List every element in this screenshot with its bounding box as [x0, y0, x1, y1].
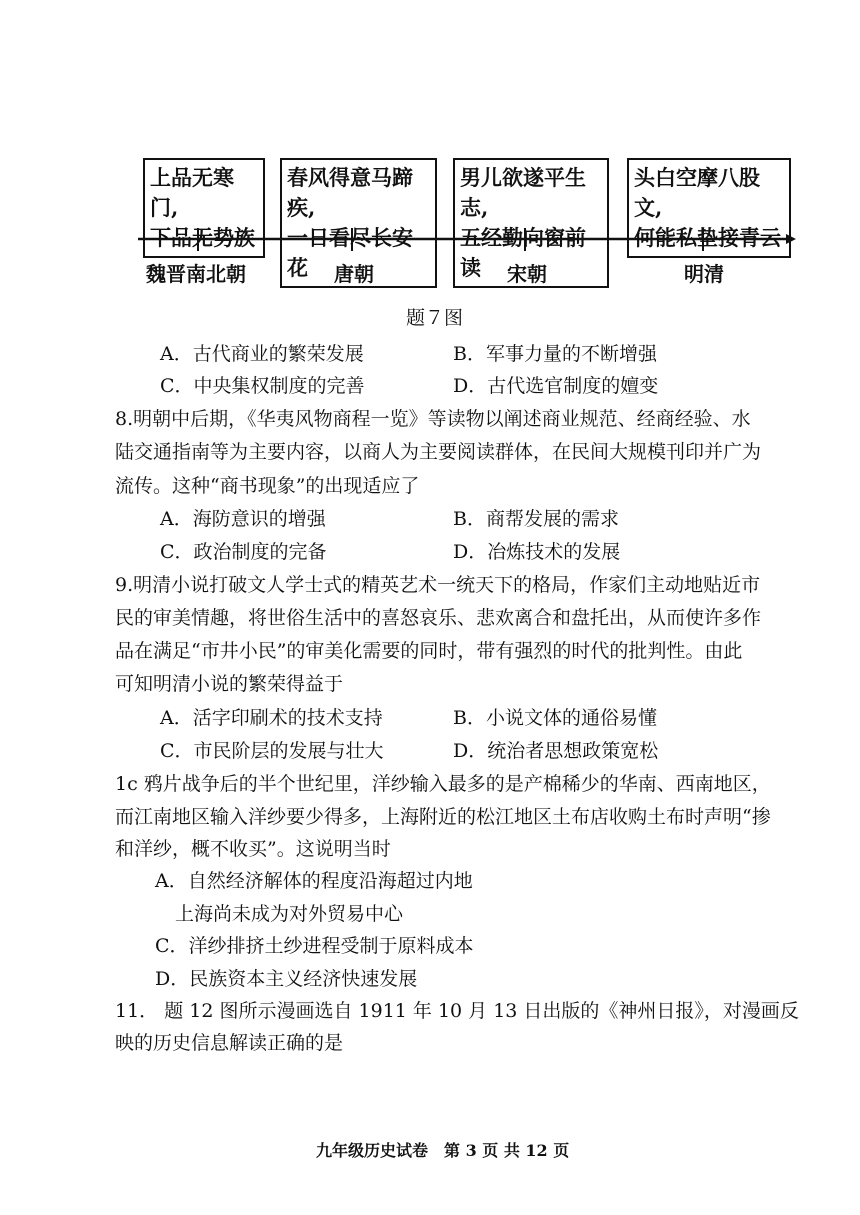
q8-line: 8.明朝中后期，《华夷风物商程一览》等读物以阐述商业规范、经商经验、水: [115, 408, 751, 430]
poem-line: 头白空摩八股文,: [634, 165, 760, 220]
q9-line: 品在满足“市井小民”的审美化需要的同时，带有强烈的时代的批判性。由此: [115, 640, 743, 662]
era-label: 魏晋南北朝: [146, 262, 246, 286]
q10-option-a: A．自然经济解体的程度沿海超过内地: [155, 870, 473, 892]
q10-option-c: C．洋纱排挤土纱进程受制于原料成本: [155, 935, 474, 957]
q9-line: 9.明清小说打破文人学士式的精英艺术一统天下的格局，作家们主动地贴近市: [115, 574, 761, 596]
q7-option-b: B．军事力量的不断增强: [453, 343, 657, 365]
q11-line: 11． 题 12 图所示漫画选自 1911 年 10 月 13 日出版的《神州日报》，对漫画反: [115, 1000, 799, 1022]
axis-arrow-icon: [786, 234, 796, 244]
era-label: 明清: [684, 262, 724, 286]
q9-option-c: C．市民阶层的发展与壮大: [160, 740, 384, 762]
q8-option-b: B．商帮发展的需求: [453, 508, 619, 530]
q8-option-d: D．冶炼技术的发展: [453, 541, 621, 563]
poem-line: 一日看尽长安花: [287, 225, 413, 280]
q9-line: 可知明清小说的繁荣得益于: [115, 673, 344, 695]
q8-line: 陆交通指南等为主要内容，以商人为主要阅读群体，在民间大规模刊印并广为: [115, 441, 762, 463]
q9-line: 民的审美情趣，将世俗生活中的喜怒哀乐、悲欢离合和盘托出，从而使许多作: [115, 607, 762, 629]
poem-line: 春风得意马蹄疾,: [287, 165, 413, 220]
timeline-axis: [0, 0, 860, 260]
q9-option-b: B．小说文体的通俗易懂: [453, 707, 657, 729]
q9-option-d: D．统治者思想政策宽松: [453, 740, 659, 762]
poem-line: 上品无寒门,: [150, 165, 234, 220]
q11-line: 映的历史信息解读正确的是: [115, 1032, 344, 1054]
q7-option-a: A．古代商业的繁荣发展: [160, 343, 364, 365]
era-label: 唐朝: [334, 262, 374, 286]
figure-caption: 题７图: [406, 307, 464, 329]
poem-line: 何能私垫接青云: [634, 225, 781, 250]
q7-option-d: D．古代选官制度的嬗变: [453, 375, 659, 397]
q10-line: 1c 鸦片战争后的半个世纪里，洋纱输入最多的是产棉稀少的华南、西南地区，: [115, 773, 771, 795]
q10-option-b: 上海尚未成为对外贸易中心: [175, 903, 404, 925]
q7-option-c: C．中央集权制度的完善: [160, 375, 365, 397]
q9-option-a: A．活字印刷术的技术支持: [160, 707, 383, 729]
poem-line: 五经勤向窗前读: [460, 225, 586, 280]
q10-line: 而江南地区输入洋纱要少得多，上海附近的松江地区土布店收购土布时声明“掺: [115, 806, 771, 828]
poem-line: 下品无势族: [150, 225, 255, 250]
page-footer: 九年级历史试卷 第 3 页 共 12 页: [316, 1141, 570, 1160]
q8-line: 流传。这种“商书现象”的出现适应了: [115, 475, 420, 497]
q10-option-d: D．民族资本主义经济快速发展: [155, 968, 418, 990]
q10-line: 和洋纱，概不收买”。这说明当时: [115, 838, 391, 860]
q8-option-c: C．政治制度的完备: [160, 541, 327, 563]
q8-option-a: A．海防意识的增强: [160, 508, 326, 530]
era-label: 宋朝: [507, 262, 547, 286]
poem-line: 男儿欲遂平生志,: [460, 165, 586, 220]
